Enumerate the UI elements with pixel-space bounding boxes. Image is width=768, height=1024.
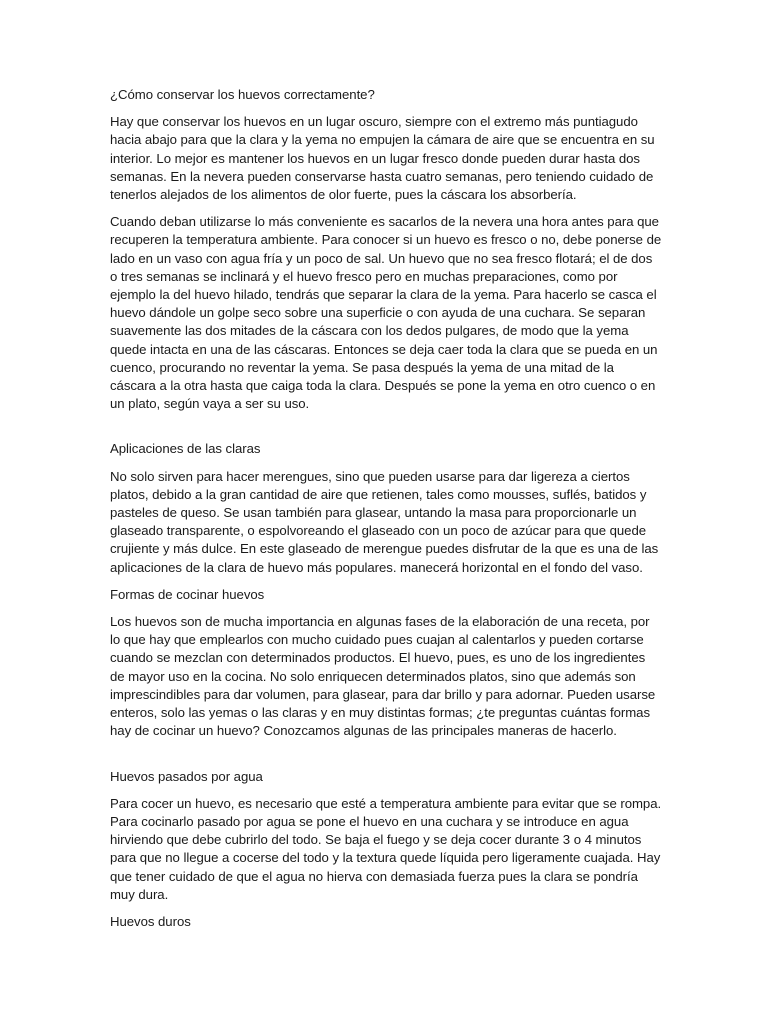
- section-heading-aplicaciones: Aplicaciones de las claras: [110, 441, 261, 457]
- section-heading-duros: Huevos duros: [110, 913, 191, 929]
- paragraph-aplicaciones-1: No solo sirven para hacer merengues, sino que pueden usarse para dar ligereza a ciertos platos, debido a la gran cantidad de aire que retienen, tales como mousses, suflés, batidos y pasteles de queso. Se usan también para glasear, untando la masa para proporcionarle un glaseado transparente, o espolvoreando el glaseado con un poco de azúcar para que quede crujiente y más dulce. En este glaseado de merengue puedes disfrutar de la que es una de las aplicaciones de la clara de huevo más populares. manecerá horizontal en el fondo del vaso.: [110, 468, 659, 575]
- paragraph-pasados-por-agua-1: Para cocer un huevo, es necesario que esté a temperatura ambiente para evitar que se rompa. Para cocinarlo pasado por agua se pone el huevo en una cuchara y se introduce en agua hirviendo que debe cubrirlo del todo. Se baja el fuego y se deja cocer durante 3 o 4 minutos para que no llegue a cocerse del todo y la textura quede líquida pero ligeramente cuajada. Hay que tener cuidado de que el agua no hierva con demasiada fuerza pues la clara se pondría muy dura.: [110, 795, 662, 902]
- section-heading-formas: Formas de cocinar huevos: [110, 586, 265, 602]
- paragraph-conservar-1: Hay que conservar los huevos en un lugar oscuro, siempre con el extremo más puntiagudo hacia abajo para que la clara y la yema no empujen la cámara de aire que se encuentra en su interior. Lo mejor es mantener los huevos en un lugar fresco donde pueden durar hasta dos semanas. En la nevera pueden conservarse hasta cuatro semanas, pero teniendo cuidado de tenerlos alejados de los alimentos de olor fuerte, pues la cáscara los absorbería.: [110, 114, 655, 203]
- section-heading-conservar: ¿Cómo conservar los huevos correctamente?: [110, 87, 375, 102]
- document-body: [110, 86, 662, 940]
- paragraph-formas-1: Los huevos son de mucha importancia en algunas fases de la elaboración de una receta, por lo que hay que emplearlos con mucho cuidado pues cuajan al calentarlos y pueden cortarse cuando se mezclan con determinados productos. El huevo, pues, es uno de los ingredientes de mayor uso en la cocina. No solo enriquecen determinados platos, sino que además son imprescindibles para dar volumen, para glasear, para dar brillo y para adornar. Pueden usarse enteros, solo las yemas o las claras y en muy distintas formas; ¿te preguntas cuántas formas hay de cocinar un huevo? Conozcamos algunas de las principales maneras de hacerlo.: [110, 614, 656, 739]
- section-heading-pasados-por-agua: Huevos pasados por agua: [110, 768, 263, 784]
- paragraph-conservar-2: Cuando deban utilizarse lo más conveniente es sacarlos de la nevera una hora antes para que recuperen la temperatura ambiente. Para conocer si un huevo es fresco o no, debe ponerse de lado en un vaso con agua fría y un poco de sal. Un huevo que no sea fresco flotará; el de dos o tres semanas se inclinará y el huevo fresco pero en muchas preparaciones, como por ejemplo la del huevo hilado, tendrás que separar la clara de la yema. Para hacerlo se casca el huevo dándole un golpe seco sobre una superficie o con ayuda de una cuchara. Se separan suavemente las dos mitades de la cáscara con los dedos pulgares, de modo que la yema quede intacta en una de las cáscaras. Entonces se deja caer toda la clara que se pueda en un cuenco, procurando no reventar la yema. Se pasa después la yema de una mitad de la cáscara a la otra hasta que caiga toda la clara. Después se pone la yema en otro cuenco o en un plato, según vaya a ser su uso.: [110, 214, 662, 412]
